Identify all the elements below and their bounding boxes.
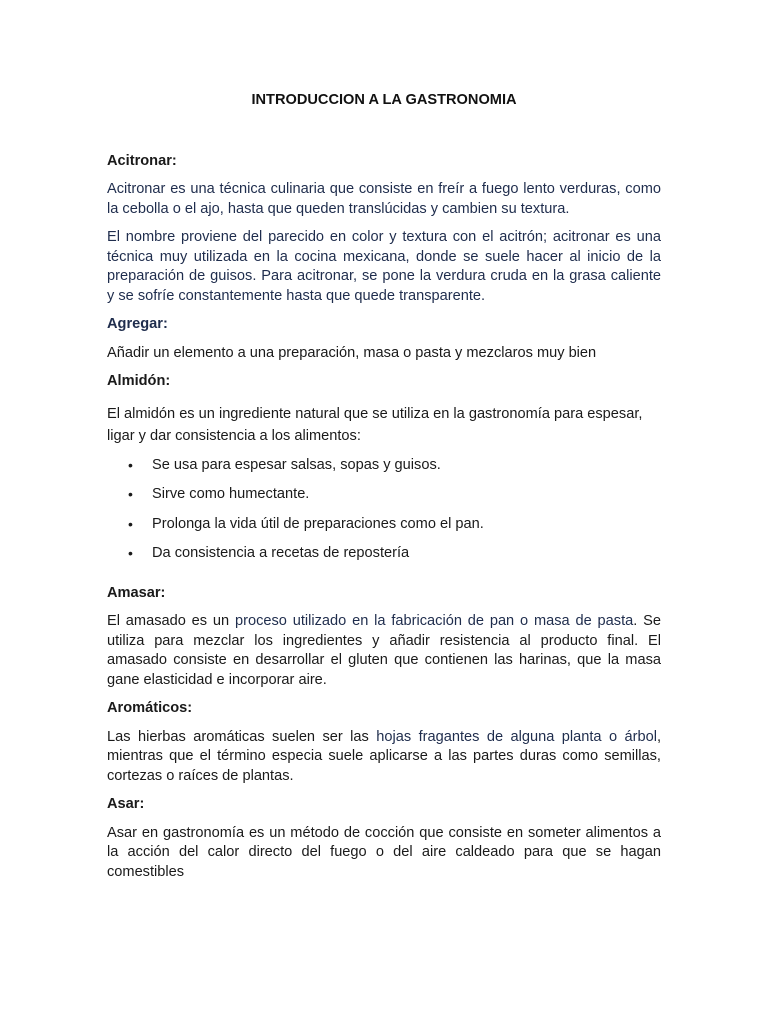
asar-definition: Asar en gastronomía es un método de cocción que consiste en someter alimentos a la acción del calor directo del fuego o del aire caldeado para que se hagan comestibles: [107, 824, 661, 880]
aromaticos-link[interactable]: hojas fragantes de alguna planta o árbol: [376, 728, 657, 745]
aromaticos-text-end: , mientras que el término especia suele aplicarse a las partes duras como semillas, cortezas o raíces de plantas.: [107, 728, 662, 784]
list-item: • Sirve como humectante.: [107, 485, 661, 505]
aromaticos-text-start: Las hierbas aromáticas suelen ser las: [107, 728, 377, 745]
acitronar-definition: Acitronar es una técnica culinaria que consiste en freír a fuego lento verduras, como la cebolla o el ajo, hasta que queden translúcidas y cambien su textura.: [107, 181, 661, 217]
amasar-definition: [107, 612, 661, 690]
term-asar: Asar:: [107, 796, 145, 812]
term-almidon: Almidón:: [107, 373, 171, 389]
amasar-text-start: El amasado es un: [107, 613, 235, 629]
term-acitronar: Acitronar:: [107, 152, 177, 169]
document-body: [107, 91, 661, 882]
term-amasar: Amasar:: [107, 584, 166, 601]
almidon-definition: El almidón es un ingrediente natural que se utiliza en la gastronomía para espesar, ligar y dar consistencia a los alimentos:: [107, 405, 643, 444]
list-item: • Da consistencia a recetas de repostería: [107, 544, 661, 564]
document-title: INTRODUCCION A LA GASTRONOMIA: [251, 92, 517, 108]
aromaticos-definition: [107, 728, 661, 787]
amasar-link[interactable]: proceso utilizado en la fabricación de pan o masa de pasta: [234, 613, 634, 629]
list-item: • Se usa para espesar salsas, sopas y guisos.: [107, 456, 661, 476]
acitronar-detail: El nombre proviene del parecido en color y textura con el acitrón; acitronar es una técnica muy utilizada en la cocina mexicana, donde se suele hacer al inicio de la preparación de guisos. Para acitronar, se pone la verdura cruda en la grasa caliente y se sofríe constantemente hasta que quede transparente.: [107, 229, 661, 304]
term-aromaticos: Aromáticos:: [107, 700, 193, 716]
agregar-definition: Añadir un elemento a una preparación, masa o pasta y mezclaros muy bien: [107, 344, 597, 361]
amasar-text-end: . Se utiliza para mezclar los ingredientes y añadir resistencia al producto final. El amasado consiste en desarrollar el gluten que contienen las harinas, que la masa gane elasticidad e incorporar aire.: [107, 613, 661, 688]
term-agregar: Agregar:: [107, 316, 168, 332]
list-item: • Prolonga la vida útil de preparaciones como el pan.: [107, 515, 661, 535]
almidon-uses-list: [107, 456, 661, 564]
